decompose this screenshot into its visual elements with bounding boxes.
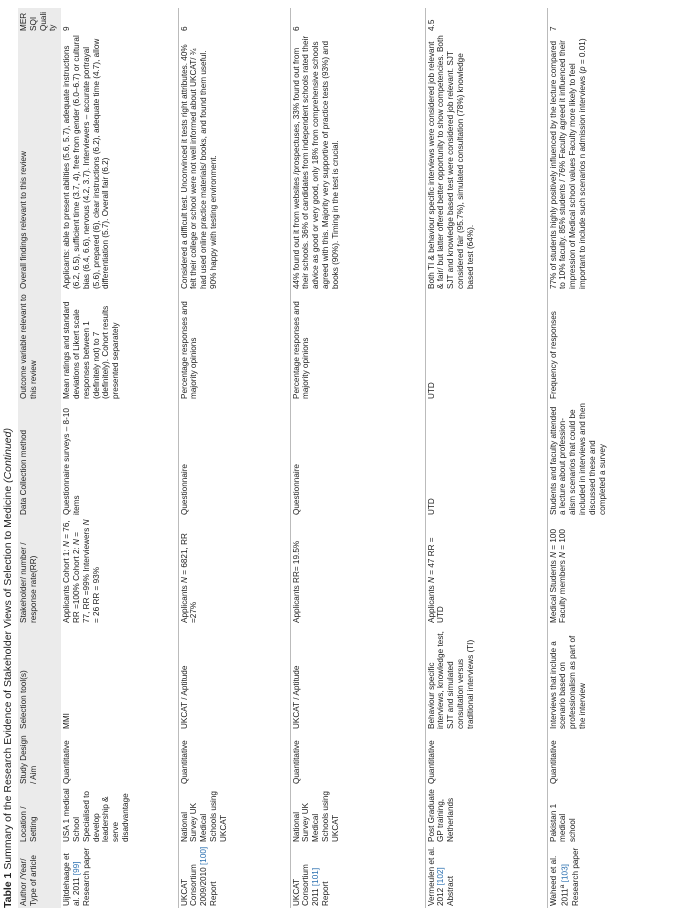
cell-location: Post Graduate GP training, Netherlands [426, 789, 456, 842]
cell-quality: 4.5 [426, 19, 436, 31]
cell-tools: MMI [62, 713, 72, 729]
cell-outcome: Frequency of responses [548, 311, 558, 399]
header-stakeholder: Stakeholder/ number / response rate(RR) [18, 517, 61, 625]
table-caption [2, 6, 15, 908]
cell-location: National Survey UK Medical Schools using UKCAT [179, 791, 228, 842]
cell-method: Questionnaire [179, 464, 189, 515]
cell-tools: Behaviour specific interviews, knowledge test, SJT and simulated consultation versus traditional interviews (TI) [426, 631, 475, 729]
cell-author: Waheed et al. 2011$^a$ [103] Research paper [548, 847, 581, 906]
citation-link[interactable]: [100] [199, 846, 209, 866]
header-quality: MERSQI Quality [18, 8, 61, 33]
cell-design: Quantitative [62, 740, 72, 784]
cell-findings: 44% found out it from websites /prospectuses, 33% found out from their schools. 36% of candidates from independent schools rated their advice as good or very good, only 18% from comprehensive schools agreed with this. Majority very supportive of practice tests (93%) and books (90%). Timing in the test is crucial. [291, 35, 340, 289]
table-title: Summary of the Research Evidence of Stakeholder Views of Selection to Medicine [2, 485, 14, 870]
cell-location: Pakistan 1 medical school [548, 803, 578, 842]
cell-stakeholder: Applicants RR= 19.5% [291, 540, 301, 623]
cell-author: UKCAT Consortium 2009/2010 [100] Report [179, 846, 219, 906]
cell-method: Students and faculty attended a lecture about profession-alism scenarios that could be included in interviews and then discussed these and completed a survey [548, 403, 607, 515]
cell-design: Quantitative [291, 740, 301, 784]
cell-findings: Applicants: able to present abilities (5.6, 5.7), adequate instructions (6.2, 6.5), sufficient time (3.7, 4), free from gender (6.0–6.7) or cultural bias (6.4, 6.6), nervous (4.2, 3.7). Interviewers – accurate portrayal (5.6), prepared (6), clear instructions (6.2), adequate time (4.7), allow differentiation (5.7). Overall fair (6.2) [62, 35, 111, 289]
table-row [61, 8, 178, 908]
table-label: Table 1 [2, 872, 14, 908]
cell-method: Questionnaire surveys – 8-10 items [62, 408, 81, 515]
citation-link[interactable]: [103] [561, 864, 571, 885]
cell-tools: Interviews that include a scenario based on professionalism as part of the interview [548, 635, 588, 729]
cell-tools: UKCAT / Aptitude [291, 665, 301, 729]
cell-stakeholder: Applicants N = 6821, RR =27% [179, 533, 199, 623]
header-findings: Overall findings relevant to this review [18, 33, 61, 291]
table-row [290, 8, 425, 908]
table-row [425, 8, 547, 908]
evidence-table [18, 8, 669, 908]
header-design: Study Design / Aim [18, 731, 61, 786]
cell-findings: Considered a difficult test. Unconvinced it tests right attributes. 40% felt their college or school were not well informed about UKCAT/ ¾ had used online practice materials/ books, and found them useful. 90% happy with testing environment. [179, 44, 219, 289]
cell-method: UTD [426, 498, 436, 515]
cell-design: Quantitative [179, 740, 189, 784]
cell-stakeholder: Applicants N = 47 RR = UTD [426, 537, 446, 623]
header-row [18, 8, 61, 908]
table-continued: (Continued) [2, 428, 14, 483]
cell-author: UKCAT Consortium 2011 [101] Report [291, 864, 331, 906]
header-method: Data Collection method [18, 401, 61, 517]
header-author: Author /Year/ Type of article [18, 844, 61, 908]
header-location: Location / Setting [18, 786, 61, 844]
cell-quality: 9 [62, 26, 72, 31]
citation-link[interactable]: [101] [311, 867, 321, 887]
cell-stakeholder: Medical Students N = 100 Faculty members N = 100 [548, 528, 568, 623]
table-row [547, 8, 669, 908]
header-outcome: Outcome variable relevant to this review [18, 291, 61, 401]
header-tools: Selection tool(s) [18, 625, 61, 731]
cell-quality: 6 [291, 26, 301, 31]
cell-location: USA 1 medical School Specialised to develop leadership & serve disadvantage [62, 788, 130, 842]
cell-stakeholder: Applicants Cohort 1: N = 76, RR =100% Cohort 2: N = 77, RR =99% Interviewers N = 26 RR = 93% [62, 519, 101, 623]
citation-link[interactable]: [102] [436, 867, 446, 886]
cell-design: Quantitative [426, 740, 436, 784]
cell-method: Questionnaire [291, 464, 301, 515]
cell-findings: 77% of students highly positively influenced by the lecture compared to 10% faculty. 85% students / 76% Faculty agreed it influenced their impression of Medical school values Faculty more likely to feel important to include such scenarios n admission interviews (p = 0.01) [548, 38, 588, 289]
cell-author: Vermeulen et al. 2012 [102] Abstract [426, 846, 456, 906]
cell-location: National Survey UK Medical Schools using UKCAT [291, 791, 340, 842]
cell-tools: UKCAT / Aptitude [179, 665, 189, 729]
cell-quality: 7 [548, 26, 558, 31]
cell-outcome: Mean ratings and standard deviations of Likert scale responses between 1 (definitely not) to 7 (definitely). Cohort results presented separately [62, 301, 121, 399]
cell-outcome: Percentage responses and majority opinions [291, 301, 311, 399]
table-row [178, 8, 290, 908]
cell-outcome: UTD [426, 382, 436, 399]
citation-link[interactable]: [99] [71, 861, 81, 876]
cell-outcome: Percentage responses and majority opinions [179, 301, 199, 399]
cell-design: Quantitative [548, 740, 558, 784]
cell-findings: Both TI & behaviour specific interviews were considered job relevant & fair/ but latter offered better opportunity to show competencies. Both SJT and knowledge based test were considered job relevant. SJT considered fair (95.7%), simulated consultation (78%) knowledge based test (64%). [426, 35, 475, 289]
cell-author: Uijtdehaage et al. 2011 [99] Research paper [62, 847, 91, 906]
cell-quality: 6 [179, 26, 189, 31]
